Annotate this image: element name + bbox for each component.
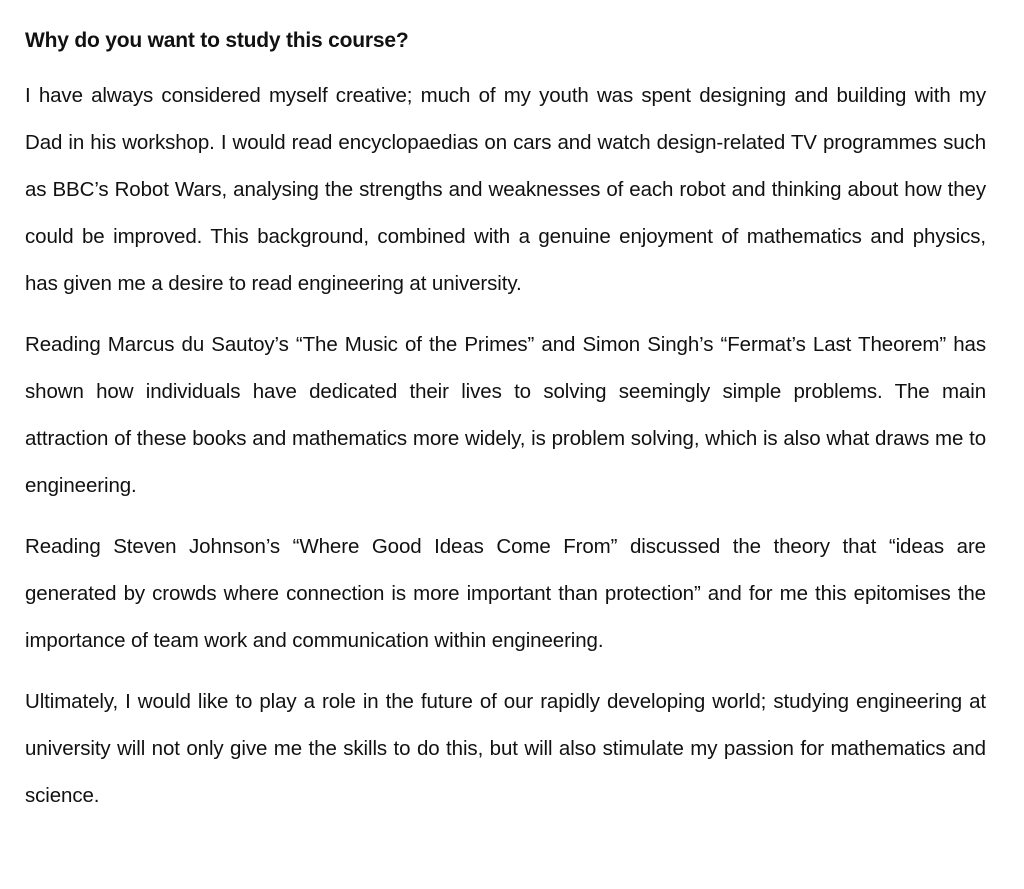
paragraph-reading: Reading Marcus du Sautoy’s “The Music of the Primes” and Simon Singh’s “Fermat’s Last Theorem” has shown how individuals have dedicated their lives to solving seemingly simple problems. The main attraction of these books and mathematics more widely, is problem solving, which is also what draws me to engineering. (25, 333, 986, 497)
paragraph-conclusion: Ultimately, I would like to play a role in the future of our rapidly developing world; studying engineering at university will not only give me the skills to do this, but will also stimulate my passion for mathematics and science. (25, 690, 986, 807)
paragraph-creativity: I have always considered myself creative; much of my youth was spent designing and building with my Dad in his workshop. I would read encyclopaedias on cars and watch design-related TV programmes such as BBC’s Robot Wars, analysing the strengths and weaknesses of each robot and thinking about how they could be improved. This background, combined with a genuine enjoyment of mathematics and physics, has given me a desire to read engineering at university. (25, 84, 986, 295)
question-heading: Why do you want to study this course? (25, 29, 409, 52)
paragraph-good-ideas: Reading Steven Johnson’s “Where Good Ideas Come From” discussed the theory that “ideas are generated by crowds where connection is more important than protection” and for me this epitomises the importance of team work and communication within engineering. (25, 535, 986, 652)
